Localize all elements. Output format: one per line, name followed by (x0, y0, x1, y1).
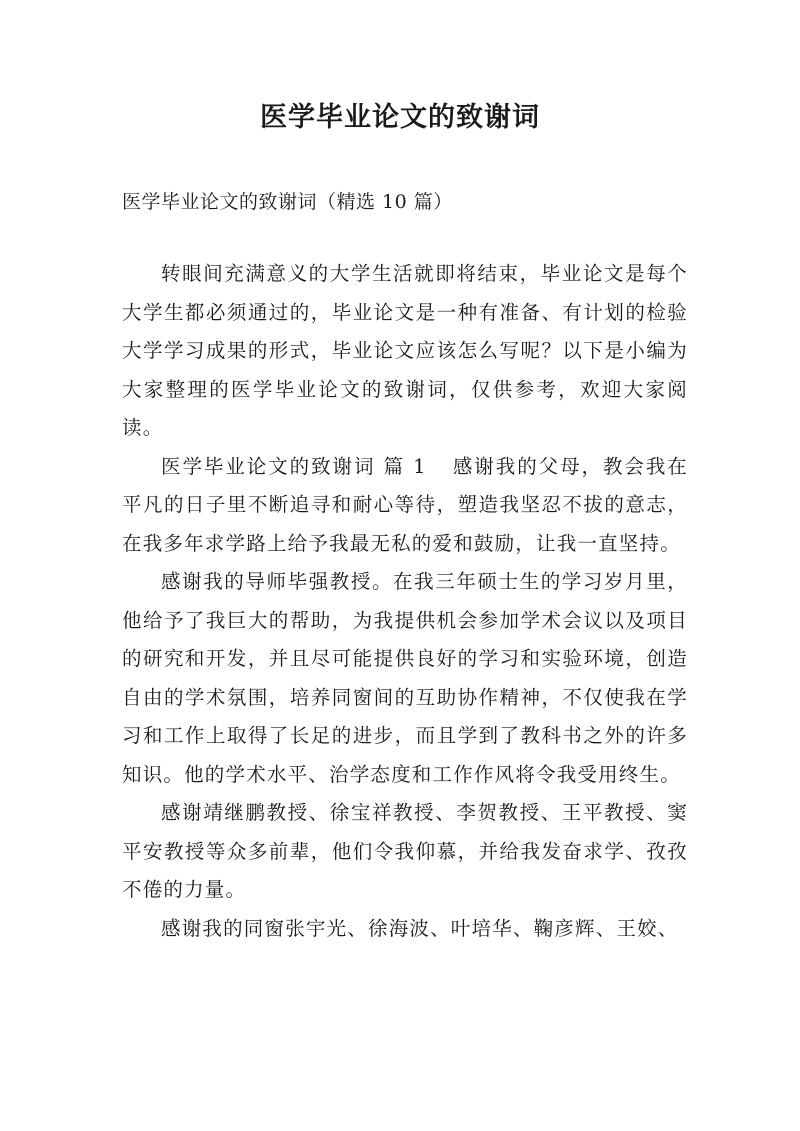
section-1-paragraph (122, 448, 688, 564)
document-title: 医学毕业论文的致谢词 (260, 102, 540, 133)
document-subtitle: 医学毕业论文的致谢词（精选 10 篇） (122, 191, 453, 213)
section-heading: 医学毕业论文的致谢词 篇 1 (161, 454, 427, 478)
professors-thanks-paragraph: 感谢靖继鹏教授、徐宝祥教授、李贺教授、王平教授、窦平安教授等众多前辈，他们令我仰慕，并给我发奋求学、孜孜不倦的力量。 (122, 801, 688, 901)
parents-thanks-text: 感谢我的父母，教会我在平凡的日子里不断追寻和耐心等待，塑造我坚忍不拔的意志，在我多年求学路上给予我最无私的爱和鼓励，让我一直坚持。 (122, 454, 689, 555)
classmates-thanks-paragraph: 感谢我的同窗张宇光、徐海波、叶培华、鞠彦辉、王姣、 (161, 916, 679, 940)
advisor-thanks-paragraph: 感谢我的导师毕强教授。在我三年硕士生的学习岁月里，他给予了我巨大的帮助，为我提供机会参加学术会议以及项目的研究和开发，并且尽可能提供良好的学习和实验环境，创造自由的学术氛围，培养同窗间的互助协作精神，不仅使我在学习和工作上取得了长足的进步，而且学到了教科书之外的许多知识。他的学术水平、治学态度和工作作风将令我受用终生。 (122, 570, 688, 786)
intro-paragraph: 转眼间充满意义的大学生活就即将结束，毕业论文是每个大学生都必须通过的，毕业论文是一种有准备、有计划的检验大学学习成果的形式，毕业论文应该怎么写呢？以下是小编为大家整理的医学毕业论文的致谢词，仅供参考，欢迎大家阅读。 (122, 262, 688, 439)
document-body (122, 255, 688, 948)
